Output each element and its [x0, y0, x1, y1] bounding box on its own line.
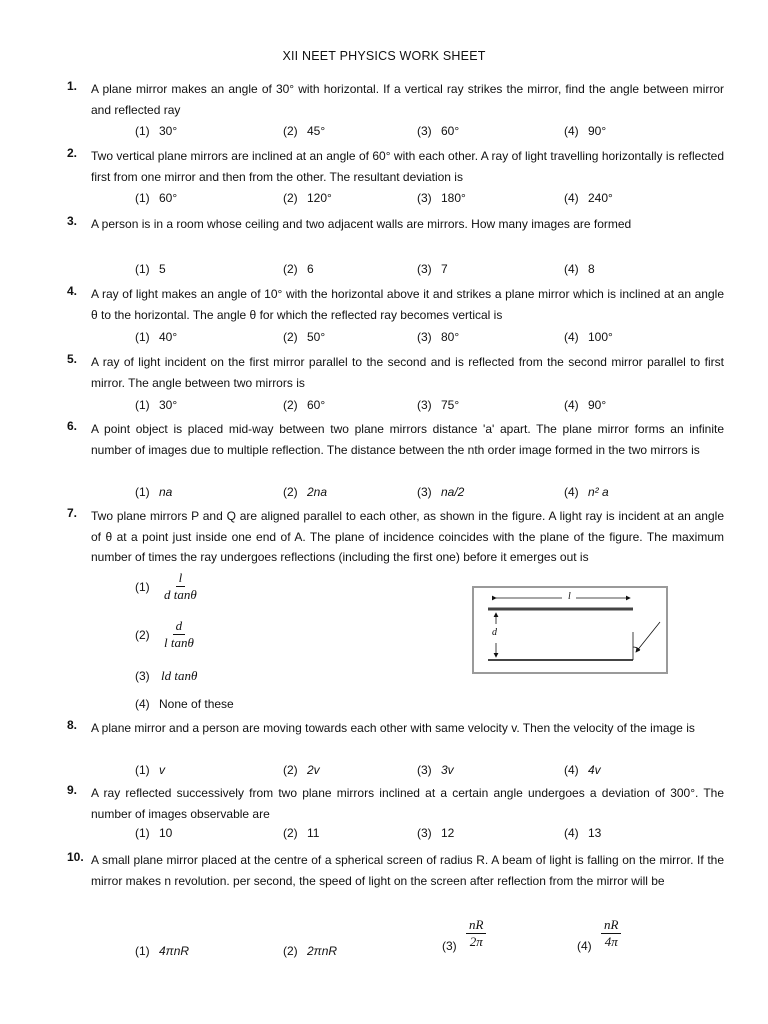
question-5: [67, 352, 724, 393]
option-2: (2) 120°: [283, 191, 332, 205]
question-number: 9.: [67, 783, 78, 797]
question-10: [67, 850, 724, 891]
option-4: (4) 8: [564, 262, 595, 276]
option-1: (1) na: [135, 485, 173, 499]
question-text: A point object is placed mid-way between two plane mirrors distance 'a' apart. The plane mirror forms an infinite number of images due to multiple reflection. The distance between the nth order image formed in the two mirrors is: [91, 422, 724, 457]
question-text: A plane mirror makes an angle of 30° with horizontal. If a vertical ray strikes the mirror, find the angle between mirror and reflected ray: [91, 82, 724, 117]
question-number: 3.: [67, 214, 78, 228]
option-4: (4) 13: [564, 826, 602, 840]
question-text: A ray of light makes an angle of 10° with the horizontal above it and strikes a plane mirror which is inclined at an angle θ to the horizontal. The angle θ for which the reflected ray becomes vertical is: [91, 287, 724, 322]
page-title: XII NEET PHYSICS WORK SHEET: [282, 49, 486, 63]
option-2: (2) 6: [283, 262, 314, 276]
options-4: [67, 330, 724, 346]
options-3: [67, 262, 724, 278]
option-3: (3) na/2: [417, 485, 465, 499]
fraction: $\frac{nR}{2\pi}$: [466, 917, 486, 950]
option-2: (2) 60°: [283, 398, 326, 412]
question-text: A small plane mirror placed at the centre of a spherical screen of radius R. A beam of light is falling on the mirror. If the mirror makes n revolution. per second, the speed of light on the screen after reflection from the mirror will be: [91, 853, 724, 888]
option-2: (2) 2v: [283, 763, 320, 777]
question-7: [67, 506, 724, 568]
option-2: (2) 11: [283, 826, 320, 840]
fraction: $\frac{l}{\text{d tanθ}}$: [164, 570, 197, 602]
option-1: (1) 30°: [135, 398, 178, 412]
options-5: [67, 398, 724, 414]
option-4: (4) 4v: [564, 763, 601, 777]
question-number: 1.: [67, 79, 78, 93]
option-3: (3) ld tanθ: [135, 668, 198, 683]
option-2: (2) 2πnR: [283, 944, 338, 958]
question-4: [67, 284, 724, 325]
option-1: (1) 4πnR: [135, 944, 190, 958]
question-number: 2.: [67, 146, 78, 160]
option-1: (1) 30°: [135, 124, 178, 138]
option-1: (1) 5: [135, 262, 166, 276]
option-4: (4) $\frac{nR}{4\pi}$: [577, 917, 621, 950]
option-1: (1) 40°: [135, 330, 178, 344]
option-4: (4) None of these: [135, 697, 234, 711]
question-2: [67, 146, 724, 187]
option-3: (3) 12: [417, 826, 455, 840]
option-1: (1) 60°: [135, 191, 178, 205]
question-text: A ray reflected successively from two plane mirrors inclined at a certain angle undergoes a deviation of 300°. The number of images observable are: [91, 786, 724, 821]
question-6: [67, 419, 724, 460]
question-number: 6.: [67, 419, 78, 433]
question-number: 7.: [67, 506, 78, 520]
fraction: $\frac{nR}{4\pi}$: [601, 917, 621, 950]
option-2: (2) $\frac{d}{\text{l tanθ}}$: [135, 618, 197, 651]
question-8: [67, 718, 724, 739]
question-1: [67, 79, 724, 120]
fraction: $\frac{d}{\text{l tanθ}}$: [164, 618, 194, 650]
question-text: A plane mirror and a person are moving towards each other with same velocity v. Then the velocity of the image is: [91, 721, 695, 735]
length-label: l: [568, 591, 571, 602]
options-6: [67, 485, 724, 501]
option-3: (3) 7: [417, 262, 448, 276]
question-number: 10.: [67, 850, 84, 864]
mirror-figure: [472, 586, 668, 674]
option-2: (2) 45°: [283, 124, 326, 138]
option-3: (3) 80°: [417, 330, 460, 344]
distance-label: d: [492, 627, 497, 638]
incident-ray: [636, 622, 660, 652]
question-text: Two vertical plane mirrors are inclined at an angle of 60° with each other. A ray of light travelling horizontally is reflected first from one mirror and then from the other. The resultant deviation is: [91, 149, 724, 184]
option-4: (4) 100°: [564, 330, 613, 344]
option-4: (4) n² a: [564, 485, 609, 499]
question-number: 5.: [67, 352, 78, 366]
question-text: A ray of light incident on the first mirror parallel to the second and is reflected from the second mirror parallel to first mirror. The angle between two mirrors is: [91, 355, 724, 390]
question-3: [67, 214, 724, 235]
option-3: (3) 60°: [417, 124, 460, 138]
question-number: 8.: [67, 718, 78, 732]
question-text: A person is in a room whose ceiling and two adjacent walls are mirrors. How many images are formed: [91, 217, 632, 231]
options-9: [67, 826, 724, 842]
options-8: [67, 763, 724, 779]
option-1: (1) v: [135, 763, 165, 777]
option-3: (3) 75°: [417, 398, 460, 412]
option-3: (3) 180°: [417, 191, 466, 205]
option-2: (2) 50°: [283, 330, 326, 344]
question-9: [67, 783, 724, 824]
option-1: (1) 10: [135, 826, 173, 840]
option-2: (2) 2na: [283, 485, 328, 499]
option-1: (1) $\frac{l}{\text{d tanθ}}$: [135, 570, 200, 603]
options-10: [67, 944, 724, 960]
option-4: (4) 90°: [564, 124, 607, 138]
options-2: [67, 191, 724, 207]
option-4: (4) 90°: [564, 398, 607, 412]
options-1: [67, 124, 724, 140]
question-text: Two plane mirrors P and Q are aligned parallel to each other, as shown in the figure. A light ray is incident at an angle of θ at a point just inside one end of A. The plane of incidence coincides with the plane of the figure. The maximum number of times the ray undergoes reflections (including the first one) before it emerges out is: [91, 509, 724, 564]
question-number: 4.: [67, 284, 78, 298]
option-4: (4) 240°: [564, 191, 613, 205]
option-3: (3) 3v: [417, 763, 454, 777]
option-3: (3) $\frac{nR}{2\pi}$: [442, 917, 486, 950]
